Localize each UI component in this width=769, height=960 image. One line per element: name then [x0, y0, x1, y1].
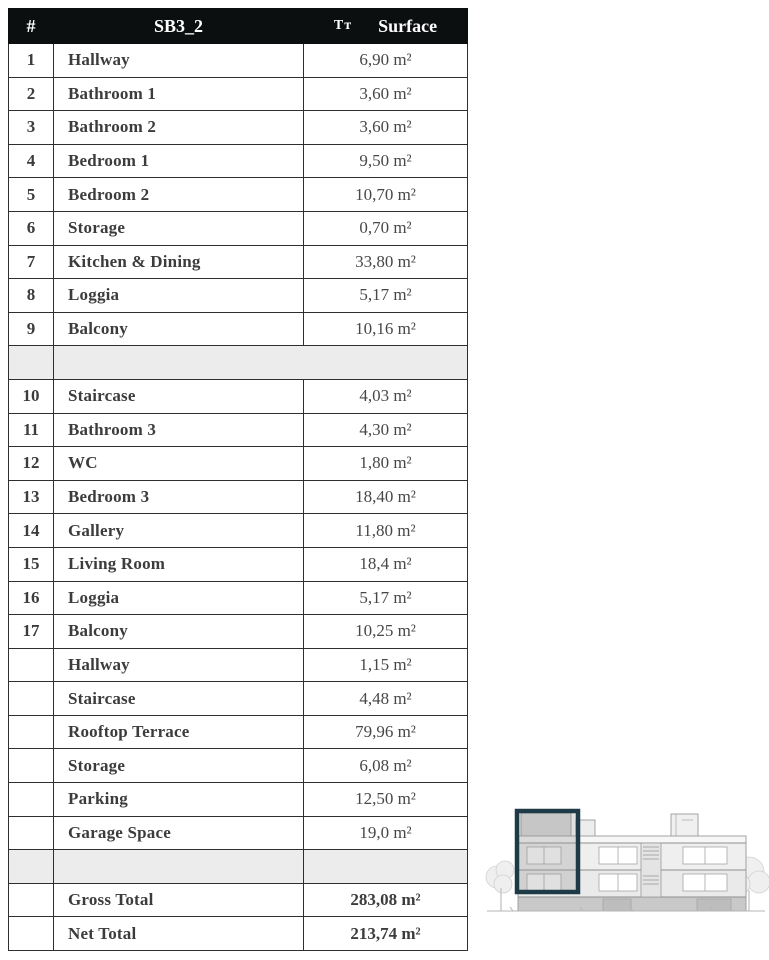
row-number-cell: 16 [9, 581, 54, 615]
table-row [9, 379, 468, 413]
room-name-cell: Staircase [54, 379, 304, 413]
row-number-cell: 5 [9, 178, 54, 212]
separator-cell [304, 850, 468, 884]
room-name-cell: Parking [54, 783, 304, 817]
table-row [9, 480, 468, 514]
table-row [9, 178, 468, 212]
staircase-element [641, 843, 661, 897]
surface-value-cell: 4,30 m² [304, 413, 468, 447]
room-name-cell: Bedroom 1 [54, 144, 304, 178]
table-row [9, 682, 468, 716]
room-name-cell: Gallery [54, 514, 304, 548]
row-number-cell: 11 [9, 413, 54, 447]
table-row [9, 615, 468, 649]
row-number-cell: 4 [9, 144, 54, 178]
row-number-cell: 15 [9, 547, 54, 581]
surface-value-cell: 10,16 m² [304, 312, 468, 346]
table-row [9, 783, 468, 817]
row-number-cell [9, 749, 54, 783]
row-number-cell: 2 [9, 77, 54, 111]
room-name-cell: Hallway [54, 648, 304, 682]
table-row [9, 547, 468, 581]
separator-cell [9, 346, 54, 380]
text-format-icon: Tт [333, 18, 353, 33]
room-name-cell: Loggia [54, 581, 304, 615]
room-name-cell: Balcony [54, 312, 304, 346]
separator-cell [9, 850, 54, 884]
table-row [9, 312, 468, 346]
room-name-cell: Loggia [54, 279, 304, 313]
row-number-cell [9, 648, 54, 682]
surface-value-cell: 3,60 m² [304, 77, 468, 111]
table-row [9, 245, 468, 279]
surface-value-cell: 5,17 m² [304, 581, 468, 615]
separator-cell [54, 346, 468, 380]
surface-value-cell: 1,15 m² [304, 648, 468, 682]
room-name-cell: Bathroom 1 [54, 77, 304, 111]
header-unit-name: SB3_2 [54, 9, 304, 44]
table-header-row [9, 9, 468, 44]
row-number-cell: 10 [9, 379, 54, 413]
room-name-cell: Storage [54, 211, 304, 245]
room-name-cell: Net Total [54, 917, 304, 951]
room-name-cell: Kitchen & Dining [54, 245, 304, 279]
separator-row [9, 850, 468, 884]
row-number-cell: 14 [9, 514, 54, 548]
surface-value-cell: 12,50 m² [304, 783, 468, 817]
surface-value-cell: 283,08 m² [304, 883, 468, 917]
tree-left [486, 861, 514, 911]
room-name-cell: Bathroom 3 [54, 413, 304, 447]
table-row [9, 447, 468, 481]
surface-value-cell: 11,80 m² [304, 514, 468, 548]
surface-table [8, 8, 468, 951]
table-row [9, 279, 468, 313]
room-name-cell: Bedroom 2 [54, 178, 304, 212]
row-number-cell [9, 883, 54, 917]
table-row [9, 211, 468, 245]
room-name-cell: Balcony [54, 615, 304, 649]
room-name-cell: Rooftop Terrace [54, 715, 304, 749]
room-name-cell: Garage Space [54, 816, 304, 850]
table-row [9, 648, 468, 682]
row-number-cell: 8 [9, 279, 54, 313]
separator-row [9, 346, 468, 380]
surface-value-cell: 5,17 m² [304, 279, 468, 313]
unit-highlight-box [517, 811, 578, 892]
surface-value-cell: 18,4 m² [304, 547, 468, 581]
table-row [9, 111, 468, 145]
room-name-cell: Staircase [54, 682, 304, 716]
room-name-cell: Bathroom 2 [54, 111, 304, 145]
surface-value-cell: 4,48 m² [304, 682, 468, 716]
row-number-cell: 9 [9, 312, 54, 346]
surface-value-cell: 0,70 m² [304, 211, 468, 245]
row-number-cell: 13 [9, 480, 54, 514]
table-row [9, 581, 468, 615]
row-number-cell: 3 [9, 111, 54, 145]
table-row [9, 77, 468, 111]
total-row [9, 883, 468, 917]
table-row [9, 749, 468, 783]
surface-value-cell: 1,80 m² [304, 447, 468, 481]
row-number-cell [9, 783, 54, 817]
surface-value-cell: 6,90 m² [304, 44, 468, 78]
row-number-cell [9, 682, 54, 716]
row-number-cell [9, 715, 54, 749]
surface-value-cell: 3,60 m² [304, 111, 468, 145]
surface-value-cell: 6,08 m² [304, 749, 468, 783]
row-number-cell [9, 917, 54, 951]
header-surface-cell [304, 9, 468, 44]
row-number-cell: 17 [9, 615, 54, 649]
room-name-cell: Hallway [54, 44, 304, 78]
surface-value-cell: 9,50 m² [304, 144, 468, 178]
row-number-cell: 6 [9, 211, 54, 245]
surface-value-cell: 213,74 m² [304, 917, 468, 951]
surface-value-cell: 10,25 m² [304, 615, 468, 649]
room-name-cell: Gross Total [54, 883, 304, 917]
header-surface-label: Surface [378, 15, 438, 36]
surface-value-cell: 33,80 m² [304, 245, 468, 279]
header-number-column: # [9, 9, 54, 44]
room-name-cell: WC [54, 447, 304, 481]
row-number-cell: 12 [9, 447, 54, 481]
table-row [9, 715, 468, 749]
room-name-cell: Storage [54, 749, 304, 783]
table-row [9, 514, 468, 548]
surface-value-cell: 79,96 m² [304, 715, 468, 749]
surface-value-cell: 18,40 m² [304, 480, 468, 514]
table-row [9, 413, 468, 447]
table-row [9, 816, 468, 850]
separator-cell [54, 850, 304, 884]
row-number-cell [9, 816, 54, 850]
total-row [9, 917, 468, 951]
building-elevation-figure [483, 780, 769, 952]
row-number-cell: 7 [9, 245, 54, 279]
row-number-cell: 1 [9, 44, 54, 78]
table-row [9, 144, 468, 178]
room-name-cell: Bedroom 3 [54, 480, 304, 514]
surface-value-cell: 10,70 m² [304, 178, 468, 212]
table-row [9, 44, 468, 78]
surface-value-cell: 19,0 m² [304, 816, 468, 850]
room-name-cell: Living Room [54, 547, 304, 581]
surface-value-cell: 4,03 m² [304, 379, 468, 413]
